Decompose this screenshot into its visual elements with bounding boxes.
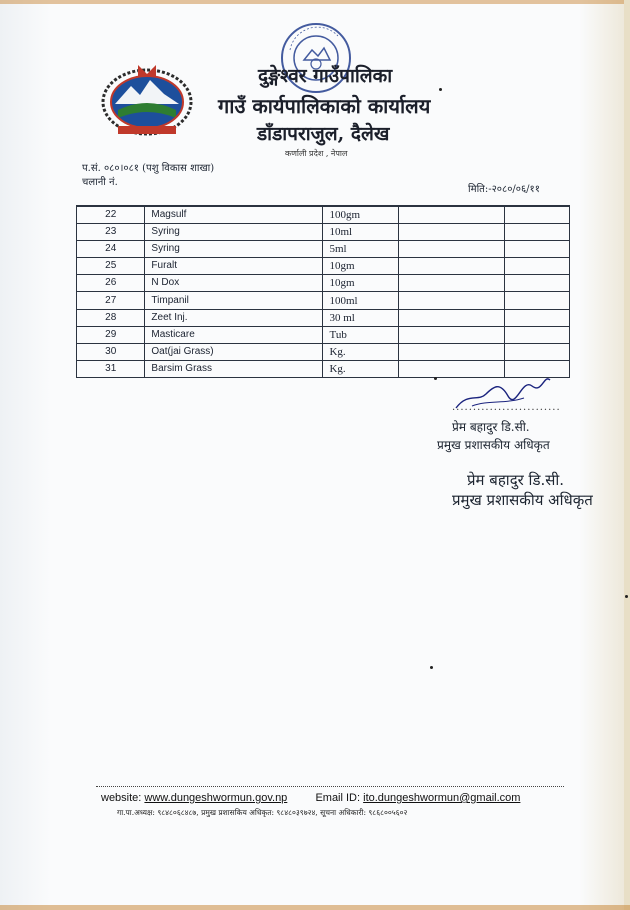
table-row xyxy=(77,258,570,275)
serial-cell: 28 xyxy=(77,309,145,326)
table-row xyxy=(77,206,570,224)
item-name-cell: Barsim Grass xyxy=(145,360,323,377)
item-name-cell: Magsulf xyxy=(145,206,323,224)
blank-cell xyxy=(398,241,504,258)
item-name-cell: Syring xyxy=(145,241,323,258)
blank-cell xyxy=(398,326,504,343)
blank-cell xyxy=(504,258,569,275)
blank-cell xyxy=(504,343,569,360)
speck xyxy=(625,595,628,598)
signature-line: .......................... xyxy=(452,402,561,413)
website-label: website: xyxy=(101,792,142,804)
blank-cell xyxy=(504,309,569,326)
blank-cell xyxy=(504,206,569,224)
paper-right-edge xyxy=(624,0,630,910)
serial-cell: 26 xyxy=(77,275,145,292)
speck xyxy=(430,666,433,669)
province-line: कर्णाली प्रदेश , नेपाल xyxy=(285,149,348,158)
table-row xyxy=(77,292,570,309)
footer-divider xyxy=(96,786,564,787)
reference-number: प.सं. ०८०।०८१ (पशु विकास शाखा) xyxy=(82,163,215,174)
blank-cell xyxy=(398,275,504,292)
blank-cell xyxy=(504,241,569,258)
quantity-cell: 100gm xyxy=(323,206,398,224)
blank-cell xyxy=(504,224,569,241)
serial-cell: 31 xyxy=(77,360,145,377)
footer-phone-numbers: गा.पा.अध्यक्ष: ९८४८०६८४८७, प्रमुख प्रशासकिय अधिकृत: ९८४८०३९७२४, सूचना अधिकारी: ९८६८००५६०२ xyxy=(117,808,408,817)
quantity-cell: 10gm xyxy=(323,258,398,275)
office-name-line2: गाउँ कार्यपालिकाको कार्यालय xyxy=(218,94,431,118)
table-row xyxy=(77,275,570,292)
table-row xyxy=(77,224,570,241)
serial-cell: 24 xyxy=(77,241,145,258)
serial-cell: 25 xyxy=(77,258,145,275)
table-row xyxy=(77,241,570,258)
serial-cell: 29 xyxy=(77,326,145,343)
quantity-cell: 10ml xyxy=(323,224,398,241)
signer-name-handwritten: प्रेम बहादुर डि.सी. xyxy=(452,420,530,434)
blank-cell xyxy=(398,292,504,309)
blank-cell xyxy=(398,258,504,275)
blank-cell xyxy=(504,326,569,343)
blank-cell xyxy=(398,206,504,224)
serial-cell: 22 xyxy=(77,206,145,224)
speck xyxy=(434,377,437,380)
table-row xyxy=(77,343,570,360)
email-label: Email ID: xyxy=(315,792,361,804)
dispatch-number: चलानी नं. xyxy=(82,177,118,188)
signer-title-handwritten: प्रमुख प्रशासकीय अधिकृत xyxy=(437,438,550,452)
website-link[interactable]: www.dungeshwormun.gov.np xyxy=(144,792,288,804)
speck xyxy=(439,88,442,91)
blank-cell xyxy=(398,343,504,360)
office-address: डाँडापराजुल, दैलेख xyxy=(257,123,390,145)
paper-bottom-edge xyxy=(0,905,630,910)
quantity-cell: 5ml xyxy=(323,241,398,258)
table-row xyxy=(77,326,570,343)
quantity-cell: 10gm xyxy=(323,275,398,292)
blank-cell xyxy=(398,224,504,241)
email-link[interactable]: ito.dungeshwormun@gmail.com xyxy=(363,792,521,804)
footer-contact-line xyxy=(101,792,520,804)
blank-cell xyxy=(398,309,504,326)
item-name-cell: Zeet Inj. xyxy=(145,309,323,326)
items-table xyxy=(76,205,570,378)
blank-cell xyxy=(504,292,569,309)
quantity-cell: Kg. xyxy=(323,360,398,377)
serial-cell: 23 xyxy=(77,224,145,241)
office-name-line1: दुङ्गेश्वर गाउँपालिका xyxy=(258,65,393,87)
item-name-cell: Oat(jai Grass) xyxy=(145,343,323,360)
item-name-cell: N Dox xyxy=(145,275,323,292)
item-name-cell: Furalt xyxy=(145,258,323,275)
serial-cell: 27 xyxy=(77,292,145,309)
quantity-cell: 100ml xyxy=(323,292,398,309)
item-name-cell: Syring xyxy=(145,224,323,241)
item-name-cell: Timpanil xyxy=(145,292,323,309)
quantity-cell: Kg. xyxy=(323,343,398,360)
serial-cell: 30 xyxy=(77,343,145,360)
paper-top-edge xyxy=(0,0,630,4)
quantity-cell: Tub xyxy=(323,326,398,343)
quantity-cell: 30 ml xyxy=(323,309,398,326)
table-row xyxy=(77,309,570,326)
item-name-cell: Masticare xyxy=(145,326,323,343)
signer-name-typed: प्रेम बहादुर डि.सी. xyxy=(467,471,565,489)
blank-cell xyxy=(504,275,569,292)
signer-title-typed: प्रमुख प्रशासकीय अधिकृत xyxy=(452,491,593,509)
nepal-emblem-icon xyxy=(98,60,196,138)
document-date: मिति:-२०८०/०६/११ xyxy=(468,184,540,195)
